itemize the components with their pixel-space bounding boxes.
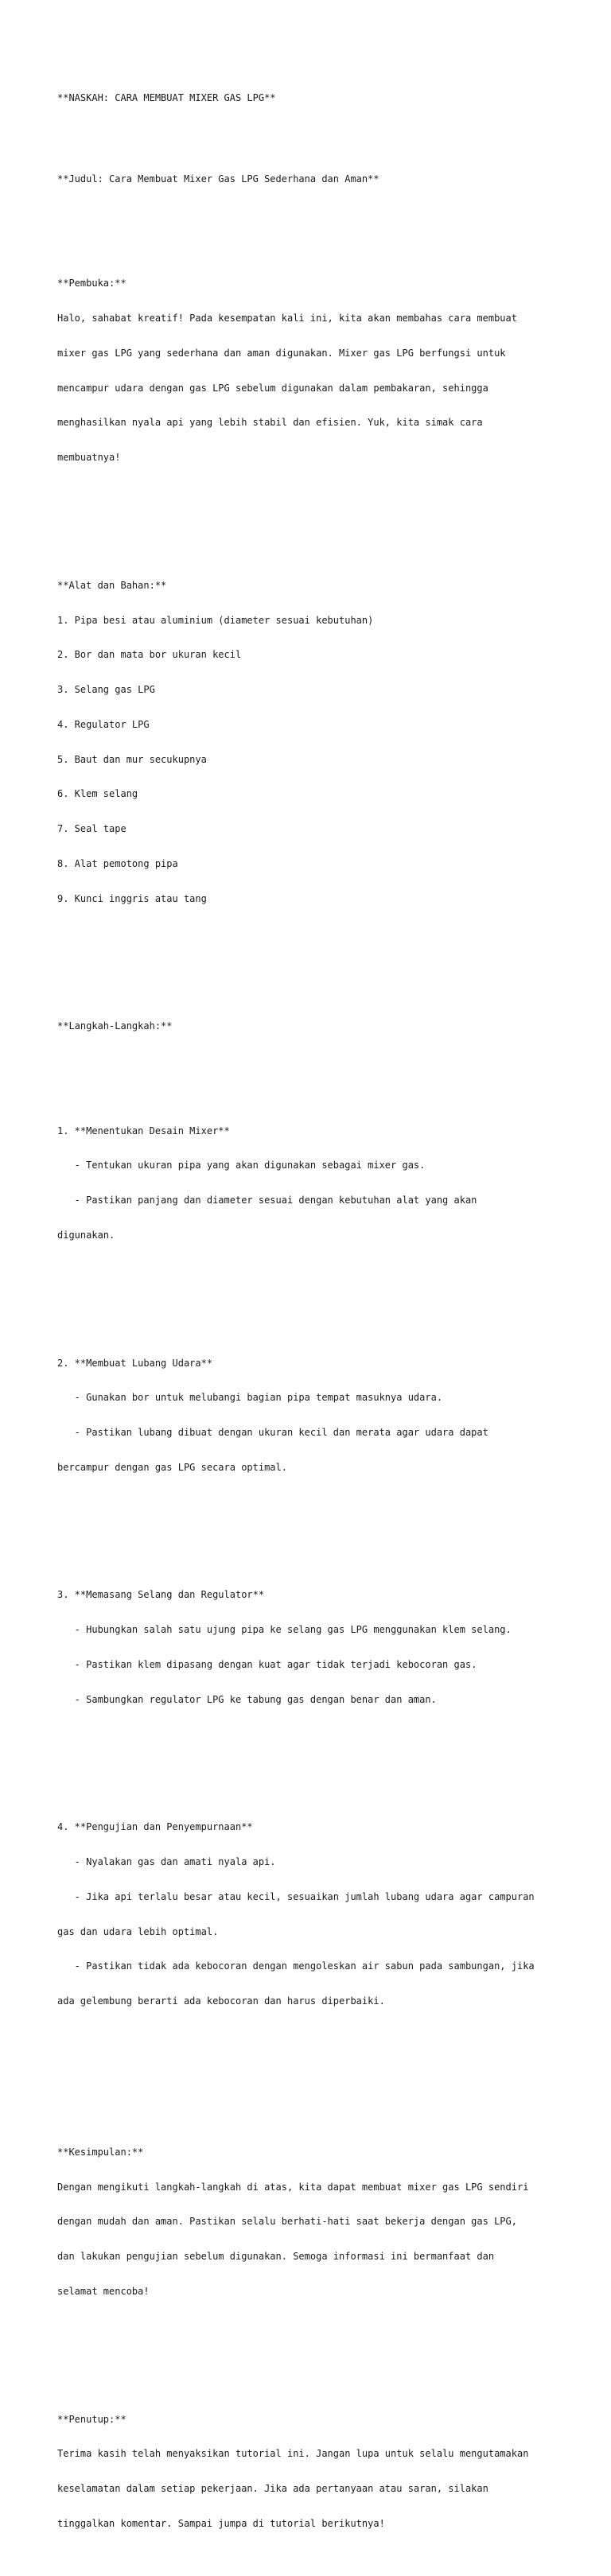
material-item: 7. Seal tape: [57, 823, 126, 835]
closing-line: tinggalkan komentar. Sampai jumpa di tutorial berikutnya!: [57, 2517, 385, 2529]
step-line: - Sambungkan regulator LPG ke tabung gas dengan benar dan aman.: [57, 1693, 437, 1705]
step-line: 4. **Pengujian dan Penyempurnaan**: [57, 1821, 253, 1833]
material-item: 6. Klem selang: [57, 788, 138, 800]
spacer: [57, 510, 582, 522]
step-line: digunakan.: [57, 1229, 115, 1241]
opening-section: [57, 254, 582, 487]
spacer: [57, 208, 582, 220]
spacer: [57, 1520, 582, 1532]
material-item: 3. Selang gas LPG: [57, 684, 155, 696]
spacer: [57, 127, 582, 139]
spacer: [57, 1055, 582, 1067]
opening-line: menghasilkan nyala api yang lebih stabil dan efisien. Yuk, kita simak cara: [57, 417, 483, 429]
step-1: [57, 1102, 582, 1264]
steps-section: [57, 997, 582, 2053]
document-page: [57, 57, 582, 2576]
step-line: 1. **Menentukan Desain Mixer**: [57, 1125, 230, 1136]
step-line: 2. **Membuat Lubang Udara**: [57, 1357, 213, 1369]
step-line: 3. **Memasang Selang dan Regulator**: [57, 1589, 265, 1601]
conclusion-line: dan lakukan pengujian sebelum digunakan. Semoga informasi ini bermanfaat dan: [57, 2251, 495, 2263]
step-line: - Tentukan ukuran pipa yang akan digunakan sebagai mixer gas.: [57, 1160, 426, 1171]
step-line: - Jika api terlalu besar atau kecil, sesuaikan jumlah lubang udara agar campuran: [57, 1890, 535, 1902]
materials-section: [57, 557, 582, 928]
step-line: - Pastikan klem dipasang dengan kuat agar tidak terjadi kebocoran gas.: [57, 1658, 477, 1670]
opening-line: membuatnya!: [57, 452, 121, 464]
material-item: 4. Regulator LPG: [57, 718, 150, 730]
opening-line: Halo, sahabat kreatif! Pada kesempatan kali ini, kita akan membahas cara membuat: [57, 313, 517, 324]
opening-line: mixer gas LPG yang sederhana dan aman digunakan. Mixer gas LPG berfungsi untuk: [57, 347, 506, 359]
opening-label: **Pembuka:**: [57, 278, 126, 289]
conclusion-line: dengan mudah dan aman. Pastikan selalu berhati-hati saat bekerja dengan gas LPG,: [57, 2216, 517, 2228]
spacer: [57, 2077, 582, 2088]
step-line: - Nyalakan gas dan amati nyala api.: [57, 1856, 276, 1868]
opening-line: mencampur udara dengan gas LPG sebelum digunakan dalam pembakaran, sehingga: [57, 382, 488, 394]
step-line: - Pastikan panjang dan diameter sesuai dengan kebutuhan alat yang akan: [57, 1195, 477, 1206]
step-2: [57, 1334, 582, 1496]
step-line: - Hubungkan salah satu ujung pipa ke selang gas LPG menggunakan klem selang.: [57, 1624, 512, 1636]
spacer: [57, 1752, 582, 1764]
closing-section: [57, 2390, 582, 2552]
material-item: 5. Baut dan mur secukupnya: [57, 753, 207, 765]
spacer: [57, 1288, 582, 1300]
closing-line: keselamatan dalam setiap pekerjaan. Jika ada pertanyaan atau saran, silakan: [57, 2483, 488, 2495]
step-line: - Pastikan lubang dibuat dengan ukuran kecil dan merata agar udara dapat: [57, 1427, 488, 1439]
steps-label: **Langkah-Langkah:**: [57, 1020, 173, 1032]
material-item: 2. Bor dan mata bor ukuran kecil: [57, 649, 242, 661]
materials-label: **Alat dan Bahan:**: [57, 579, 167, 591]
step-4: [57, 1798, 582, 2030]
closing-line: Terima kasih telah menyaksikan tutorial ini. Jangan lupa untuk selalu mengutamakan: [57, 2448, 529, 2460]
step-line: gas dan udara lebih optimal.: [57, 1925, 219, 1937]
material-item: 9. Kunci inggris atau tang: [57, 892, 207, 904]
document-title: **Judul: Cara Membuat Mixer Gas LPG Sederhana dan Aman**: [57, 173, 379, 185]
spacer: [57, 2344, 582, 2356]
spacer: [57, 951, 582, 963]
closing-label: **Penutup:**: [57, 2413, 126, 2425]
conclusion-line: selamat mencoba!: [57, 2286, 150, 2297]
conclusion-label: **Kesimpulan:**: [57, 2146, 144, 2158]
material-item: 8. Alat pemotong pipa: [57, 857, 178, 869]
conclusion-section: [57, 2123, 582, 2321]
document-heading: **NASKAH: CARA MEMBUAT MIXER GAS LPG**: [57, 91, 276, 103]
step-line: ada gelembung berarti ada kebocoran dan harus diperbaiki.: [57, 1995, 385, 2007]
conclusion-line: Dengan mengikuti langkah-langkah di atas, kita dapat membuat mixer gas LPG sendiri: [57, 2181, 529, 2193]
step-3: [57, 1566, 582, 1728]
step-line: - Gunakan bor untuk melubangi bagian pipa tempat masuknya udara.: [57, 1392, 443, 1404]
step-line: bercampur dengan gas LPG secara optimal.: [57, 1461, 287, 1473]
material-item: 1. Pipa besi atau aluminium (diameter sesuai kebutuhan): [57, 614, 374, 626]
step-line: - Pastikan tidak ada kebocoran dengan mengoleskan air sabun pada sambungan, jika: [57, 1960, 535, 1972]
